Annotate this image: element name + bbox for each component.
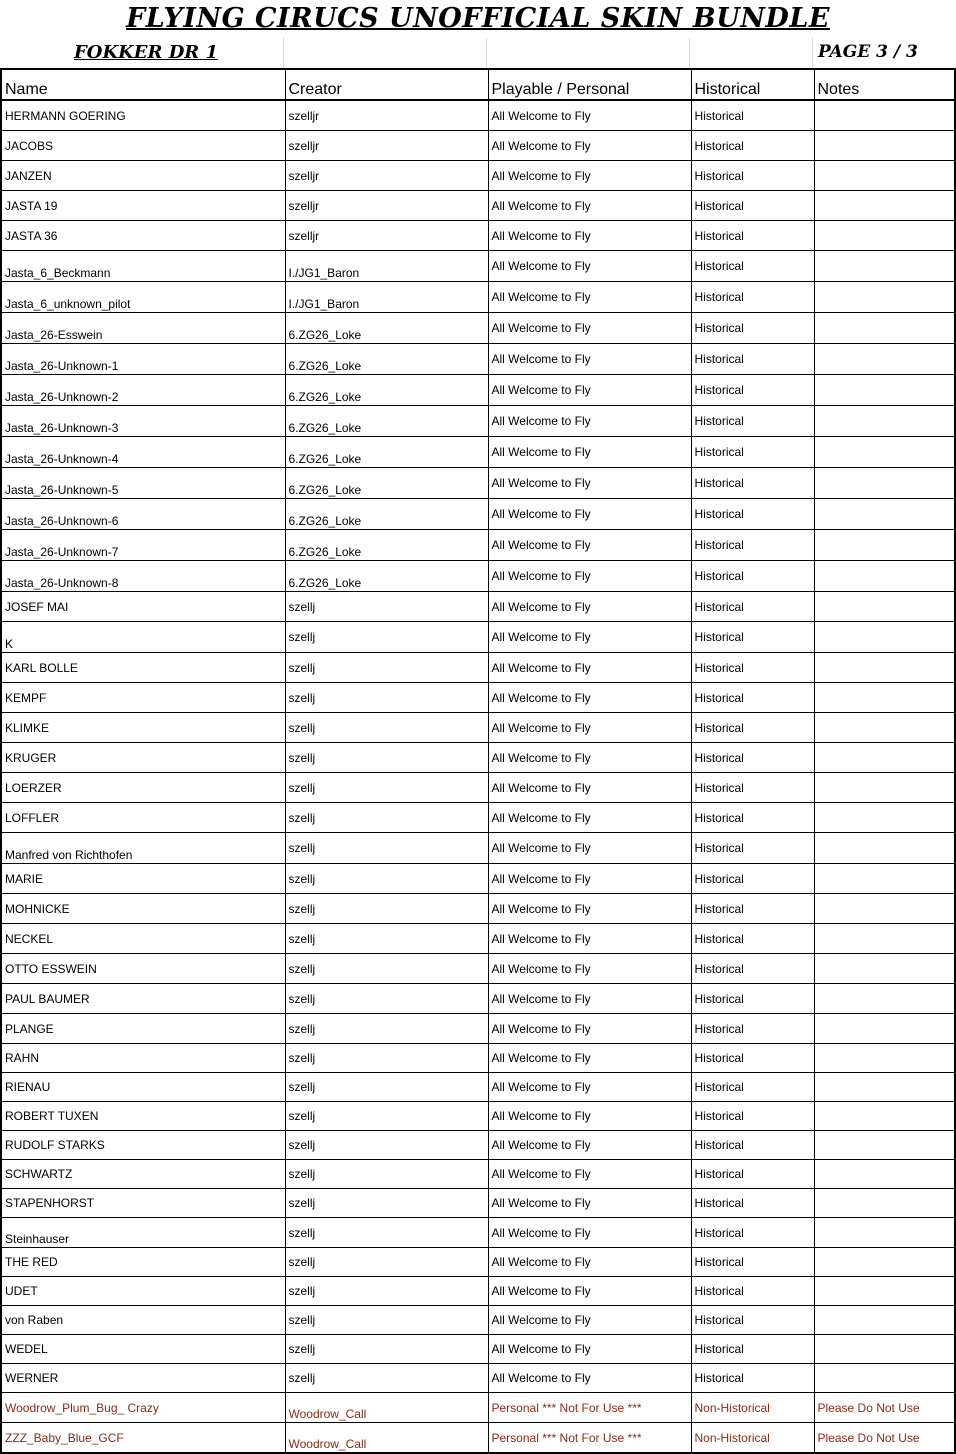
cell-playable: All Welcome to Fly — [488, 499, 691, 530]
cell-notes — [814, 683, 955, 713]
cell-playable: All Welcome to Fly — [488, 924, 691, 954]
cell-notes: Please Do Not Use — [814, 1423, 955, 1454]
table-row — [1, 984, 955, 1014]
cell-name: Jasta_26-Esswein — [1, 313, 285, 344]
cell-historical: Historical — [691, 221, 814, 251]
cell-playable: All Welcome to Fly — [488, 713, 691, 743]
cell-playable: All Welcome to Fly — [488, 251, 691, 282]
cell-playable: All Welcome to Fly — [488, 954, 691, 984]
cell-name: KARL BOLLE — [1, 653, 285, 683]
cell-historical: Historical — [691, 1277, 814, 1306]
empty-cell — [284, 38, 487, 68]
cell-creator: szellj — [285, 1131, 488, 1160]
cell-historical: Historical — [691, 1102, 814, 1131]
cell-creator: 6.ZG26_Loke — [285, 530, 488, 561]
cell-notes — [814, 1073, 955, 1102]
cell-playable: All Welcome to Fly — [488, 864, 691, 894]
cell-creator: szellj — [285, 683, 488, 713]
table-row — [1, 833, 955, 864]
cell-playable: All Welcome to Fly — [488, 1102, 691, 1131]
cell-historical: Historical — [691, 1218, 814, 1248]
cell-notes — [814, 713, 955, 743]
cell-playable: All Welcome to Fly — [488, 592, 691, 622]
cell-creator: szellj — [285, 1014, 488, 1044]
cell-playable: All Welcome to Fly — [488, 1014, 691, 1044]
cell-playable: All Welcome to Fly — [488, 622, 691, 653]
cell-notes — [814, 1131, 955, 1160]
cell-notes — [814, 924, 955, 954]
cell-creator: 6.ZG26_Loke — [285, 344, 488, 375]
cell-notes — [814, 313, 955, 344]
cell-name: ROBERT TUXEN — [1, 1102, 285, 1131]
cell-notes — [814, 984, 955, 1014]
cell-historical: Historical — [691, 406, 814, 437]
cell-historical: Non-Historical — [691, 1393, 814, 1423]
cell-notes — [814, 954, 955, 984]
column-header-notes: Notes — [814, 69, 955, 100]
cell-historical: Historical — [691, 313, 814, 344]
cell-name: UDET — [1, 1277, 285, 1306]
cell-creator: I./JG1_Baron — [285, 251, 488, 282]
cell-name: Manfred von Richthofen — [1, 833, 285, 864]
cell-name: RIENAU — [1, 1073, 285, 1102]
cell-historical: Historical — [691, 1189, 814, 1218]
cell-name: JACOBS — [1, 131, 285, 161]
cell-creator: 6.ZG26_Loke — [285, 375, 488, 406]
cell-name: JASTA 19 — [1, 191, 285, 221]
cell-name: JOSEF MAI — [1, 592, 285, 622]
cell-notes — [814, 251, 955, 282]
cell-historical: Historical — [691, 131, 814, 161]
table-row — [1, 375, 955, 406]
cell-name: KRUGER — [1, 743, 285, 773]
cell-creator: 6.ZG26_Loke — [285, 313, 488, 344]
cell-name: Jasta_26-Unknown-1 — [1, 344, 285, 375]
cell-historical: Historical — [691, 1014, 814, 1044]
cell-name: Steinhauser — [1, 1218, 285, 1248]
cell-creator: szellj — [285, 773, 488, 803]
cell-notes — [814, 1014, 955, 1044]
table-row — [1, 561, 955, 592]
cell-creator: szellj — [285, 1073, 488, 1102]
cell-notes — [814, 1102, 955, 1131]
table-row — [1, 530, 955, 561]
table-row — [1, 1277, 955, 1306]
cell-historical: Historical — [691, 344, 814, 375]
cell-creator: szellj — [285, 743, 488, 773]
table-row — [1, 1364, 955, 1393]
cell-historical: Historical — [691, 1044, 814, 1073]
cell-name: Jasta_26-Unknown-7 — [1, 530, 285, 561]
cell-notes — [814, 803, 955, 833]
cell-notes — [814, 1160, 955, 1189]
cell-name: OTTO ESSWEIN — [1, 954, 285, 984]
cell-notes — [814, 561, 955, 592]
cell-playable: All Welcome to Fly — [488, 375, 691, 406]
cell-playable: All Welcome to Fly — [488, 437, 691, 468]
cell-historical: Historical — [691, 100, 814, 131]
cell-notes — [814, 1248, 955, 1277]
cell-creator: 6.ZG26_Loke — [285, 437, 488, 468]
cell-playable: All Welcome to Fly — [488, 530, 691, 561]
cell-name: LOERZER — [1, 773, 285, 803]
cell-playable: All Welcome to Fly — [488, 773, 691, 803]
cell-playable: All Welcome to Fly — [488, 313, 691, 344]
cell-playable: Personal *** Not For Use *** — [488, 1423, 691, 1454]
table-row — [1, 251, 955, 282]
table-row — [1, 406, 955, 437]
cell-name: Jasta_6_unknown_pilot — [1, 282, 285, 313]
cell-historical: Historical — [691, 437, 814, 468]
cell-notes — [814, 282, 955, 313]
table-row — [1, 1073, 955, 1102]
table-row — [1, 437, 955, 468]
cell-playable: All Welcome to Fly — [488, 803, 691, 833]
cell-name: ZZZ_Baby_Blue_GCF — [1, 1423, 285, 1454]
cell-name: Jasta_26-Unknown-3 — [1, 406, 285, 437]
cell-creator: 6.ZG26_Loke — [285, 561, 488, 592]
empty-cell — [690, 38, 813, 68]
cell-notes — [814, 468, 955, 499]
subtitle-row — [0, 38, 956, 68]
cell-name: K — [1, 622, 285, 653]
cell-playable: All Welcome to Fly — [488, 743, 691, 773]
cell-historical: Non-Historical — [691, 1423, 814, 1454]
table-row — [1, 1218, 955, 1248]
cell-notes — [814, 1335, 955, 1364]
cell-playable: All Welcome to Fly — [488, 344, 691, 375]
cell-name: Jasta_26-Unknown-2 — [1, 375, 285, 406]
table-row — [1, 622, 955, 653]
cell-playable: Personal *** Not For Use *** — [488, 1393, 691, 1423]
table-row — [1, 313, 955, 344]
cell-historical: Historical — [691, 375, 814, 406]
table-row — [1, 864, 955, 894]
cell-notes — [814, 1364, 955, 1393]
cell-creator: Woodrow_Call — [285, 1423, 488, 1454]
cell-historical: Historical — [691, 282, 814, 313]
cell-creator: szellj — [285, 954, 488, 984]
cell-notes — [814, 894, 955, 924]
cell-creator: szellj — [285, 1160, 488, 1189]
table-row — [1, 713, 955, 743]
cell-playable: All Welcome to Fly — [488, 100, 691, 131]
cell-historical: Historical — [691, 653, 814, 683]
cell-name: THE RED — [1, 1248, 285, 1277]
cell-playable: All Welcome to Fly — [488, 191, 691, 221]
cell-name: Jasta_26-Unknown-5 — [1, 468, 285, 499]
cell-creator: szelljr — [285, 221, 488, 251]
table-row — [1, 1014, 955, 1044]
cell-historical: Historical — [691, 1306, 814, 1335]
table-row — [1, 1248, 955, 1277]
cell-name: Jasta_26-Unknown-6 — [1, 499, 285, 530]
cell-name: von Raben — [1, 1306, 285, 1335]
cell-name: NECKEL — [1, 924, 285, 954]
cell-notes — [814, 743, 955, 773]
cell-notes — [814, 1218, 955, 1248]
cell-name: JANZEN — [1, 161, 285, 191]
cell-playable: All Welcome to Fly — [488, 894, 691, 924]
cell-historical: Historical — [691, 1160, 814, 1189]
table-row — [1, 924, 955, 954]
cell-historical: Historical — [691, 592, 814, 622]
cell-playable: All Welcome to Fly — [488, 984, 691, 1014]
cell-historical: Historical — [691, 622, 814, 653]
table-row — [1, 653, 955, 683]
table-row — [1, 1423, 955, 1454]
page-number: PAGE 3 / 3 — [818, 42, 918, 62]
cell-creator: szellj — [285, 894, 488, 924]
table-row — [1, 1102, 955, 1131]
table-row — [1, 282, 955, 313]
cell-playable: All Welcome to Fly — [488, 1364, 691, 1393]
table-row — [1, 499, 955, 530]
column-header-historical: Historical — [691, 69, 814, 100]
cell-notes — [814, 864, 955, 894]
cell-creator: szelljr — [285, 161, 488, 191]
cell-historical: Historical — [691, 864, 814, 894]
cell-playable: All Welcome to Fly — [488, 1131, 691, 1160]
cell-name: SCHWARTZ — [1, 1160, 285, 1189]
cell-creator: szellj — [285, 1248, 488, 1277]
cell-name: KLIMKE — [1, 713, 285, 743]
cell-playable: All Welcome to Fly — [488, 653, 691, 683]
cell-notes: Please Do Not Use — [814, 1393, 955, 1423]
cell-creator: szellj — [285, 1102, 488, 1131]
cell-historical: Historical — [691, 251, 814, 282]
cell-creator: Woodrow_Call — [285, 1393, 488, 1423]
cell-playable: All Welcome to Fly — [488, 1335, 691, 1364]
cell-name: RAHN — [1, 1044, 285, 1073]
cell-playable: All Welcome to Fly — [488, 1306, 691, 1335]
cell-creator: szellj — [285, 592, 488, 622]
cell-historical: Historical — [691, 1335, 814, 1364]
cell-notes — [814, 375, 955, 406]
table-row — [1, 1189, 955, 1218]
cell-historical: Historical — [691, 1248, 814, 1277]
cell-creator: szellj — [285, 1364, 488, 1393]
cell-historical: Historical — [691, 561, 814, 592]
cell-creator: szellj — [285, 864, 488, 894]
table-row — [1, 344, 955, 375]
cell-historical: Historical — [691, 1364, 814, 1393]
table-row — [1, 683, 955, 713]
cell-playable: All Welcome to Fly — [488, 406, 691, 437]
cell-name: MOHNICKE — [1, 894, 285, 924]
cell-playable: All Welcome to Fly — [488, 221, 691, 251]
column-header-creator: Creator — [285, 69, 488, 100]
cell-notes — [814, 344, 955, 375]
cell-creator: szellj — [285, 622, 488, 653]
cell-playable: All Welcome to Fly — [488, 1248, 691, 1277]
cell-creator: szellj — [285, 1335, 488, 1364]
cell-creator: szellj — [285, 1189, 488, 1218]
table-row — [1, 1044, 955, 1073]
cell-playable: All Welcome to Fly — [488, 1044, 691, 1073]
cell-historical: Historical — [691, 683, 814, 713]
cell-historical: Historical — [691, 1131, 814, 1160]
cell-historical: Historical — [691, 954, 814, 984]
cell-name: Woodrow_Plum_Bug_ Crazy — [1, 1393, 285, 1423]
cell-name: WERNER — [1, 1364, 285, 1393]
cell-creator: szellj — [285, 984, 488, 1014]
cell-name: PLANGE — [1, 1014, 285, 1044]
cell-historical: Historical — [691, 984, 814, 1014]
cell-creator: szellj — [285, 924, 488, 954]
cell-name: MARIE — [1, 864, 285, 894]
table-row — [1, 191, 955, 221]
cell-historical: Historical — [691, 468, 814, 499]
table-row — [1, 1160, 955, 1189]
cell-notes — [814, 1189, 955, 1218]
cell-notes — [814, 833, 955, 864]
cell-notes — [814, 100, 955, 131]
cell-notes — [814, 437, 955, 468]
cell-notes — [814, 406, 955, 437]
table-row — [1, 954, 955, 984]
cell-notes — [814, 1306, 955, 1335]
table-row — [1, 1131, 955, 1160]
table-row — [1, 100, 955, 131]
cell-name: RUDOLF STARKS — [1, 1131, 285, 1160]
cell-playable: All Welcome to Fly — [488, 683, 691, 713]
cell-creator: szellj — [285, 1306, 488, 1335]
cell-notes — [814, 499, 955, 530]
table-row — [1, 743, 955, 773]
cell-historical: Historical — [691, 743, 814, 773]
cell-creator: szelljr — [285, 131, 488, 161]
cell-playable: All Welcome to Fly — [488, 833, 691, 864]
cell-creator: szellj — [285, 1218, 488, 1248]
cell-playable: All Welcome to Fly — [488, 161, 691, 191]
cell-name: PAUL BAUMER — [1, 984, 285, 1014]
cell-creator: szellj — [285, 1277, 488, 1306]
cell-historical: Historical — [691, 924, 814, 954]
table-row — [1, 1335, 955, 1364]
table-row — [1, 468, 955, 499]
cell-name: STAPENHORST — [1, 1189, 285, 1218]
cell-creator: szelljr — [285, 191, 488, 221]
cell-creator: I./JG1_Baron — [285, 282, 488, 313]
cell-notes — [814, 1044, 955, 1073]
cell-name: LOFFLER — [1, 803, 285, 833]
cell-historical: Historical — [691, 499, 814, 530]
table-row — [1, 131, 955, 161]
empty-cell — [487, 38, 690, 68]
cell-creator: 6.ZG26_Loke — [285, 468, 488, 499]
skin-table — [0, 68, 956, 1454]
cell-notes — [814, 653, 955, 683]
cell-notes — [814, 221, 955, 251]
cell-name: HERMANN GOERING — [1, 100, 285, 131]
cell-notes — [814, 773, 955, 803]
cell-creator: 6.ZG26_Loke — [285, 499, 488, 530]
table-row — [1, 221, 955, 251]
cell-playable: All Welcome to Fly — [488, 1160, 691, 1189]
document-title: FLYING CIRUCS UNOFFICIAL SKIN BUNDLE — [126, 3, 830, 34]
cell-creator: szellj — [285, 1044, 488, 1073]
cell-playable: All Welcome to Fly — [488, 1189, 691, 1218]
cell-playable: All Welcome to Fly — [488, 561, 691, 592]
cell-notes — [814, 1277, 955, 1306]
cell-historical: Historical — [691, 1073, 814, 1102]
cell-name: KEMPF — [1, 683, 285, 713]
cell-notes — [814, 191, 955, 221]
table-row — [1, 161, 955, 191]
cell-creator: szellj — [285, 713, 488, 743]
cell-historical: Historical — [691, 191, 814, 221]
cell-historical: Historical — [691, 713, 814, 743]
cell-historical: Historical — [691, 803, 814, 833]
column-header-playable: Playable / Personal — [488, 69, 691, 100]
cell-creator: szellj — [285, 653, 488, 683]
table-row — [1, 1393, 955, 1423]
cell-creator: 6.ZG26_Loke — [285, 406, 488, 437]
cell-name: Jasta_26-Unknown-8 — [1, 561, 285, 592]
aircraft-title: FOKKER DR 1 — [74, 42, 219, 63]
table-row — [1, 773, 955, 803]
cell-playable: All Welcome to Fly — [488, 1073, 691, 1102]
cell-historical: Historical — [691, 161, 814, 191]
cell-notes — [814, 131, 955, 161]
table-row — [1, 894, 955, 924]
cell-name: WEDEL — [1, 1335, 285, 1364]
cell-creator: szellj — [285, 803, 488, 833]
cell-historical: Historical — [691, 894, 814, 924]
column-header-name: Name — [1, 69, 285, 100]
cell-playable: All Welcome to Fly — [488, 131, 691, 161]
cell-historical: Historical — [691, 773, 814, 803]
cell-notes — [814, 592, 955, 622]
cell-historical: Historical — [691, 833, 814, 864]
cell-playable: All Welcome to Fly — [488, 282, 691, 313]
cell-playable: All Welcome to Fly — [488, 1218, 691, 1248]
cell-playable: All Welcome to Fly — [488, 1277, 691, 1306]
cell-name: JASTA 36 — [1, 221, 285, 251]
cell-playable: All Welcome to Fly — [488, 468, 691, 499]
cell-creator: szelljr — [285, 100, 488, 131]
cell-historical: Historical — [691, 530, 814, 561]
cell-creator: szellj — [285, 833, 488, 864]
header-row — [1, 69, 955, 100]
table-row — [1, 1306, 955, 1335]
cell-name: Jasta_6_Beckmann — [1, 251, 285, 282]
cell-notes — [814, 622, 955, 653]
table-row — [1, 803, 955, 833]
cell-name: Jasta_26-Unknown-4 — [1, 437, 285, 468]
cell-notes — [814, 530, 955, 561]
table-row — [1, 592, 955, 622]
cell-notes — [814, 161, 955, 191]
